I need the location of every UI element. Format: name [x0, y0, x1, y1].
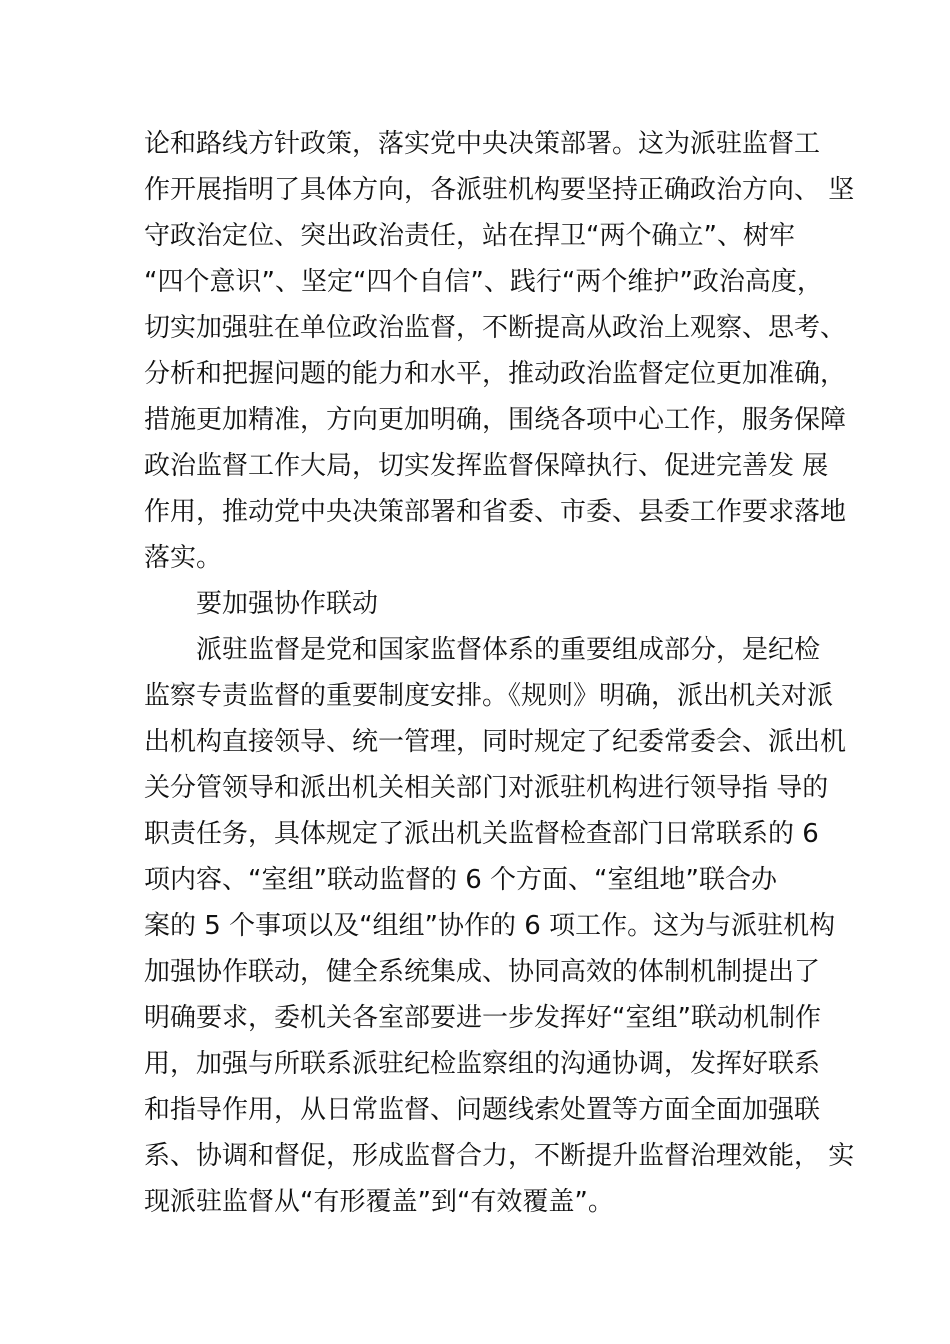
- section-heading: 要加强协作联动: [196, 589, 379, 619]
- paragraph-line: 关分管领导和派出机关相关部门对派驻机构进行领导指 导的: [144, 773, 829, 803]
- paragraph-line: 切实加强驻在单位政治监督，不断提高从政治上观察、思考、: [144, 313, 847, 343]
- paragraph-line: 案的 5 个事项以及“组组”协作的 6 项工作。这为与派驻机构: [144, 911, 836, 941]
- paragraph-line: 系、协调和督促，形成监督合力，不断提升监督治理效能， 实: [144, 1141, 855, 1171]
- paragraph-line: 派驻监督是党和国家监督体系的重要组成部分，是纪检: [196, 635, 821, 665]
- paragraph-line: 政治监督工作大局，切实发挥监督保障执行、促进完善发 展: [144, 451, 829, 481]
- paragraph-line: 论和路线方针政策，落实党中央决策部署。这为派驻监督工: [144, 129, 821, 159]
- paragraph-line: 加强协作联动，健全系统集成、协同高效的体制机制提出了: [144, 957, 821, 987]
- paragraph-line: 和指导作用，从日常监督、问题线索处置等方面全面加强联: [144, 1095, 821, 1125]
- paragraph-line: 明确要求，委机关各室部要进一步发挥好“室组”联动机制作: [144, 1003, 821, 1033]
- paragraph-line: 项内容、“室组”联动监督的 6 个方面、“室组地”联合办: [144, 865, 777, 895]
- paragraph-line: 分析和把握问题的能力和水平，推动政治监督定位更加准确，: [144, 359, 847, 389]
- paragraph-line: 作用，推动党中央决策部署和省委、市委、县委工作要求落地: [144, 497, 847, 527]
- paragraph-line: 现派驻监督从“有形覆盖”到“有效覆盖”。: [144, 1187, 614, 1217]
- paragraph-line: 职责任务，具体规定了派出机关监督检查部门日常联系的 6: [144, 819, 819, 849]
- paragraph-line: 作开展指明了具体方向，各派驻机构要坚持正确政治方向、 坚: [144, 175, 855, 205]
- paragraph-line: 守政治定位、突出政治责任，站在捍卫“两个确立”、树牢: [144, 221, 795, 251]
- paragraph-line: 用，加强与所联系派驻纪检监察组的沟通协调，发挥好联系: [144, 1049, 821, 1079]
- paragraph-line: 出机构直接领导、统一管理，同时规定了纪委常委会、派出机: [144, 727, 847, 757]
- paragraph-line: 措施更加精准，方向更加明确，围绕各项中心工作，服务保障: [144, 405, 847, 435]
- paragraph-line: 落实。: [144, 543, 223, 573]
- paragraph-line: 监察专责监督的重要制度安排。《规则》明确，派出机关对派: [144, 681, 834, 711]
- paragraph-line: “四个意识”、坚定“四个自信”、践行“两个维护”政治高度，: [144, 267, 823, 297]
